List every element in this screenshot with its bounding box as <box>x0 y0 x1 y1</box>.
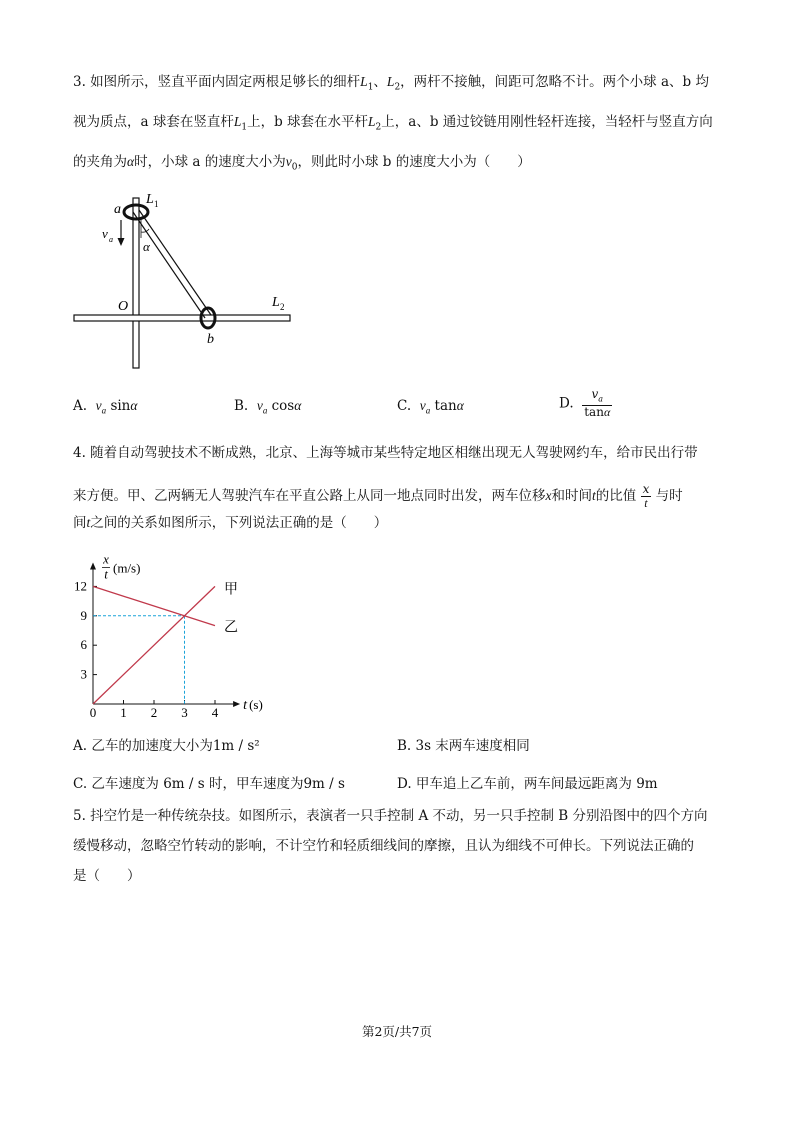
x-tick-label: 4 <box>211 705 219 720</box>
q4-text: 的比值 <box>595 488 637 504</box>
q5-text: 5. 抖空竹是一种传统杂技。如图所示，表演者一只手控制 A 不动，另一只手控制 B 分别沿图中的四个方向 <box>73 808 708 824</box>
option-func: sin <box>110 398 131 414</box>
velocity-v0-sub: 0 <box>291 162 298 173</box>
y-tick-label: 9 <box>80 607 87 623</box>
x-tick-label: 2 <box>150 705 158 720</box>
q5-line-1 <box>73 806 708 826</box>
y-tick-label: 12 <box>74 578 87 594</box>
q3-text: ，则此时小球 b 的速度大小为（ ） <box>297 154 531 170</box>
y-label-den: t <box>104 566 108 582</box>
rod-L2-sub: 2 <box>394 82 401 93</box>
option-func: cos <box>271 398 295 414</box>
va-symbol: $v_a$ <box>419 398 431 416</box>
q3-text: 时，小球 a 的速度大小为 <box>134 154 286 170</box>
q4-text: 之间的关系如图所示，下列说法正确的是（ ） <box>90 515 388 531</box>
page-footer: 第2页/共7页 <box>361 1024 433 1039</box>
separator: 、 <box>373 74 387 90</box>
rod-L1: L <box>360 74 368 89</box>
q4-text: 间 <box>73 515 87 531</box>
q4-option-d <box>397 774 658 794</box>
x-tick-label: 3 <box>181 705 188 720</box>
option-func: tan <box>434 398 457 414</box>
chart-marks <box>93 581 238 704</box>
series-line-1 <box>93 586 215 625</box>
option-text: B. 3s 末两车速度相同 <box>397 738 530 754</box>
label-a: a <box>114 202 121 217</box>
angle-alpha: α <box>127 154 135 169</box>
series-line-0 <box>93 586 215 704</box>
q3-text: 的夹角为 <box>73 154 127 170</box>
symbol-x: x <box>545 488 552 503</box>
rod-L2-sub: 2 <box>375 122 382 133</box>
x-tick-label: 0 <box>89 705 97 720</box>
option-d-fraction: $\frac{v_a}{\tan\alpha}$ <box>584 387 611 420</box>
q5-text: 缓慢移动，忽略空竹转动的影响，不计空竹和轻质细线间的摩擦，且认为细线不可伸长。下列说法正确的 <box>73 838 694 854</box>
q4-option-a <box>73 736 260 756</box>
q4-text: 和时间 <box>551 488 592 504</box>
option-letter: D. <box>559 395 574 412</box>
label-L1: L <box>146 192 154 207</box>
label-L2: L <box>272 295 280 310</box>
series-label-1: 乙 <box>224 620 238 636</box>
q3-text: 视为质点，a 球套在竖直杆 <box>73 114 234 130</box>
option-letter: C. <box>397 398 412 414</box>
va-symbol: $v_a$ <box>256 398 268 416</box>
rod-L1-sub: 1 <box>367 82 374 93</box>
label-O: O <box>118 299 129 314</box>
q5-line-2 <box>73 836 694 856</box>
x-label-unit: (s) <box>249 697 263 712</box>
symbol-t: t <box>592 488 596 503</box>
x-label: t <box>243 698 247 713</box>
option-letter: A. <box>73 398 88 414</box>
va-symbol: $v_a$ <box>95 398 107 416</box>
rod-L2: L <box>368 114 376 129</box>
q4-option-b <box>397 736 530 756</box>
x-tick-label: 1 <box>120 705 127 720</box>
label-b: b <box>207 332 214 347</box>
rod-L1: L <box>233 114 242 129</box>
q3-text-tail: ，两杆不接触，间距可忽略不计。两个小球 a、b 均 <box>400 74 709 90</box>
symbol-t: t <box>86 515 91 530</box>
q4-text: 来方便。甲、乙两辆无人驾驶汽车在平直公路上从同一地点同时出发，两车位移 <box>73 488 546 504</box>
y-label-num: x <box>103 551 109 567</box>
q5-text: 是（ ） <box>73 868 141 884</box>
y-tick-label: 3 <box>80 666 87 682</box>
ratio-fraction: $\frac{x}{t}$ <box>642 482 650 510</box>
q4-option-c <box>73 774 345 794</box>
angle-alpha: α <box>130 398 138 413</box>
q3-text: 上，b 球套在水平杆 <box>247 114 369 130</box>
label-L1-sub: 1 <box>154 199 159 209</box>
label-va: v <box>102 226 108 241</box>
option-text: A. 乙车的加速度大小为1m / s² <box>73 738 260 754</box>
option-text: D. 甲车追上乙车前，两车间最远距离为 9m <box>397 776 658 792</box>
q5-line-3 <box>73 866 141 886</box>
rod-L2: L <box>386 74 395 89</box>
q4-text: 与时 <box>655 488 683 504</box>
label-va-sub: a <box>109 235 113 244</box>
label-alpha: α <box>143 239 150 254</box>
rod-L1-sub: 1 <box>241 122 248 133</box>
x-axis-arrow <box>233 701 240 707</box>
y-tick-label: 6 <box>80 637 87 653</box>
q3-text: 3. 如图所示，竖直平面内固定两根足够长的细杆 <box>73 74 361 90</box>
label-L2-sub: 2 <box>280 302 285 312</box>
velocity-v0: v <box>285 154 292 169</box>
series-label-0: 甲 <box>224 582 238 598</box>
angle-alpha: α <box>456 398 464 413</box>
q4-text: 4. 随着自动驾驶技术不断成熟，北京、上海等城市某些特定地区相继出现无人驾驶网约车，给市民出行带 <box>73 445 698 461</box>
y-label-unit: (m/s) <box>113 560 141 576</box>
option-text: C. 乙车速度为 6m / s 时，甲车速度为9m / s <box>73 776 345 792</box>
q3-text: 上，a、b 通过铰链用刚性轻杆连接，当轻杆与竖直方向 <box>381 114 713 130</box>
y-axis-arrow <box>90 563 96 570</box>
option-letter: B. <box>234 398 249 414</box>
angle-alpha: α <box>294 398 302 413</box>
